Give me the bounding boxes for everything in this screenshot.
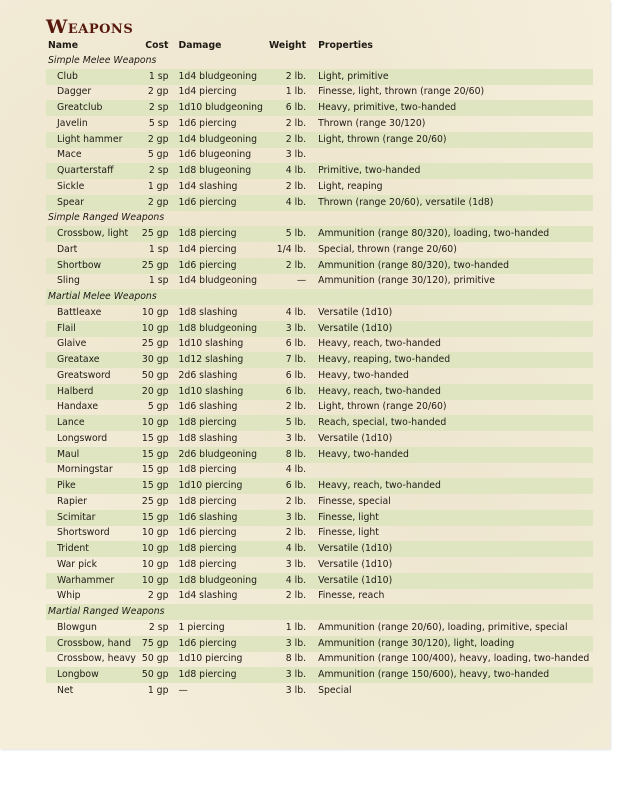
weapon-name: Longsword [57, 432, 108, 444]
weapon-properties: Versatile (1d10) [316, 321, 593, 337]
weapon-damage: 1d8 piercing [178, 464, 237, 476]
weapon-weight: 3 lb. [267, 667, 316, 683]
weapon-damage: — [178, 684, 188, 696]
weapon-damage: 1d8 piercing [177, 415, 267, 431]
weapon-cost: 1 gp [147, 180, 169, 192]
weapon-cost: 20 gp [140, 384, 177, 400]
weapon-weight: 8 lb. [267, 447, 316, 463]
weapon-properties: Special [318, 684, 352, 696]
table-row [46, 526, 593, 542]
weapon-damage: 1d8 piercing [177, 667, 267, 683]
table-row [46, 510, 593, 526]
weapon-name: Longbow [46, 667, 140, 683]
weapon-weight: 4 lb. [267, 195, 316, 211]
weapon-properties: Versatile (1d10) [318, 558, 393, 570]
weapon-damage: 1d8 slashing [178, 306, 238, 318]
weapon-name: Crossbow, heavy [57, 653, 136, 665]
weapon-damage: 1d6 piercing [177, 636, 267, 652]
weapons-table [46, 37, 593, 699]
weapon-cost: 15 gp [140, 447, 177, 463]
weapon-name: Glaive [57, 338, 87, 350]
weapon-damage: 1d6 piercing [178, 117, 237, 129]
table-row [46, 132, 593, 148]
weapon-properties: Ammunition (range 30/120), primitive [318, 275, 495, 287]
weapon-cost: 25 gp [141, 338, 169, 350]
weapon-damage: 1d6 blugeoning [178, 149, 252, 161]
weapon-properties: Ammunition (range 80/320), loading, two-handed [316, 226, 593, 242]
category-row [46, 604, 593, 620]
weapon-properties: Finesse, light [316, 510, 593, 526]
weapon-properties: Heavy, reach, two-handed [316, 478, 593, 494]
weapon-weight: 6 lb. [267, 100, 316, 116]
weapon-cost: 50 gp [141, 369, 169, 381]
table-row [46, 85, 593, 101]
table-row [46, 478, 593, 494]
weapon-damage: 1d4 bludgeoning [177, 69, 267, 85]
weapon-cost: 2 sp [140, 163, 177, 179]
weapon-weight: 2 lb. [285, 527, 307, 539]
weapon-name: Rapier [57, 495, 87, 507]
weapon-damage: 1d8 piercing [178, 558, 237, 570]
weapon-damage: 1 piercing [178, 621, 225, 633]
weapon-name: Spear [46, 195, 140, 211]
weapon-cost: 25 gp [140, 258, 177, 274]
weapon-name: Flail [46, 321, 140, 337]
weapon-cost: 10 gp [140, 541, 177, 557]
weapon-weight: 3 lb. [267, 636, 316, 652]
weapon-weight: 3 lb. [267, 510, 316, 526]
weapon-name: Greataxe [46, 352, 140, 368]
table-row [46, 494, 593, 510]
weapon-weight: 3 lb. [285, 558, 307, 570]
table-row [46, 163, 593, 179]
weapon-damage: 1d8 bludgeoning [177, 573, 267, 589]
weapon-damage: 2d6 slashing [178, 369, 238, 381]
weapon-name: Greatsword [57, 369, 111, 381]
weapon-cost: 15 gp [141, 432, 169, 444]
weapon-properties: Primitive, two-handed [316, 163, 593, 179]
category-label: Simple Ranged Weapons [48, 212, 165, 224]
weapon-properties: Ammunition (range 20/60), loading, primitive, special [318, 621, 568, 633]
table-row [46, 557, 593, 573]
weapon-properties: Light, primitive [316, 69, 593, 85]
weapon-name: Shortbow [46, 258, 140, 274]
weapon-properties: Finesse, special [318, 495, 391, 507]
weapon-properties [316, 463, 593, 479]
weapon-weight: 4 lb. [267, 573, 316, 589]
weapon-cost: 2 sp [140, 100, 177, 116]
table-row [46, 100, 593, 116]
weapon-name: Javelin [57, 117, 88, 129]
weapon-cost: 25 gp [141, 495, 169, 507]
weapon-weight: 2 lb. [285, 180, 307, 192]
weapon-cost: 2 sp [148, 621, 169, 633]
weapon-weight: 5 lb. [267, 415, 316, 431]
weapon-weight: 4 lb. [285, 464, 307, 476]
table-header-row [46, 37, 593, 53]
weapon-properties: Ammunition (range 80/320), two-handed [316, 258, 593, 274]
table-row [46, 384, 593, 400]
table-row [46, 463, 593, 479]
weapon-damage: 1d6 slashing [177, 510, 267, 526]
table-row [46, 652, 593, 668]
weapon-weight: 4 lb. [285, 306, 307, 318]
weapon-damage: 1d8 piercing [178, 495, 237, 507]
weapon-name: Dart [57, 243, 78, 255]
weapon-cost: 1 gp [147, 684, 169, 696]
weapon-weight: 6 lb. [285, 369, 307, 381]
weapon-cost: 30 gp [140, 352, 177, 368]
weapon-name: Handaxe [57, 401, 99, 413]
weapon-name: War pick [57, 558, 98, 570]
table-row [46, 274, 593, 290]
table-row [46, 431, 593, 447]
weapon-damage: 1d6 piercing [178, 527, 237, 539]
weapon-weight: 2 lb. [285, 401, 307, 413]
table-row [46, 573, 593, 589]
weapon-properties: Finesse, light [318, 527, 379, 539]
weapon-weight: 1 lb. [285, 86, 307, 98]
weapon-damage: 1d8 bludgeoning [177, 321, 267, 337]
table-row [46, 620, 593, 636]
weapon-damage: 1d6 piercing [177, 258, 267, 274]
weapon-weight: 2 lb. [267, 69, 316, 85]
column-header-properties: Properties [318, 39, 373, 51]
table-row [46, 589, 593, 605]
weapon-weight: 6 lb. [267, 478, 316, 494]
weapon-name: Lance [46, 415, 140, 431]
weapon-name: Trident [46, 541, 140, 557]
weapon-properties: Thrown (range 30/120) [318, 117, 426, 129]
weapon-properties: Heavy, two-handed [316, 447, 593, 463]
table-row [46, 258, 593, 274]
weapon-cost: 5 sp [148, 117, 169, 129]
weapon-properties: Versatile (1d10) [316, 573, 593, 589]
weapon-weight: 3 lb. [285, 149, 307, 161]
table-row [46, 321, 593, 337]
weapon-damage: 1d6 piercing [177, 195, 267, 211]
table-row [46, 447, 593, 463]
weapon-cost: 2 gp [140, 132, 177, 148]
weapon-cost: 15 gp [141, 464, 169, 476]
weapon-properties: Heavy, two-handed [318, 369, 409, 381]
weapon-properties: Versatile (1d10) [316, 541, 593, 557]
weapon-properties: Ammunition (range 30/120), light, loading [316, 636, 593, 652]
weapon-properties: Heavy, reach, two-handed [318, 338, 441, 350]
weapon-name: Sling [57, 275, 80, 287]
weapon-cost: 10 gp [141, 306, 169, 318]
weapon-properties: Finesse, light, thrown (range 20/60) [318, 86, 485, 98]
weapon-properties [316, 148, 593, 164]
weapon-weight: 8 lb. [285, 653, 307, 665]
weapon-weight: 2 lb. [267, 258, 316, 274]
weapon-weight: 2 lb. [285, 495, 307, 507]
weapon-properties: Light, reaping [318, 180, 383, 192]
weapon-weight: 4 lb. [267, 541, 316, 557]
weapon-damage: 1d10 piercing [178, 653, 243, 665]
weapon-weight: 6 lb. [285, 338, 307, 350]
table-row [46, 195, 593, 211]
column-header-weight: Weight [268, 39, 307, 51]
weapon-weight: 4 lb. [267, 163, 316, 179]
weapon-name: Mace [57, 149, 82, 161]
weapon-weight: 3 lb. [267, 321, 316, 337]
weapon-name: Morningstar [57, 464, 113, 476]
column-header-damage: Damage [178, 39, 222, 51]
column-header-cost: Cost [145, 39, 169, 51]
weapon-damage: 1d4 piercing [178, 243, 237, 255]
weapon-cost: 5 gp [147, 401, 169, 413]
weapon-cost: 2 gp [147, 86, 169, 98]
weapon-properties: Reach, special, two-handed [316, 415, 593, 431]
weapon-weight: 6 lb. [267, 384, 316, 400]
category-row [46, 211, 593, 227]
weapon-properties: Special, thrown (range 20/60) [318, 243, 457, 255]
table-row [46, 337, 593, 353]
weapon-cost: 10 gp [140, 321, 177, 337]
weapon-name: Crossbow, light [46, 226, 140, 242]
table-row [46, 148, 593, 164]
weapon-name: Whip [57, 590, 81, 602]
weapon-name: Net [57, 684, 74, 696]
weapon-damage: 1d10 piercing [177, 478, 267, 494]
weapon-damage: 1d10 slashing [177, 384, 267, 400]
page-title: Weapons [46, 16, 134, 38]
table-row [46, 305, 593, 321]
weapon-weight: 7 lb. [267, 352, 316, 368]
weapon-name: Scimitar [46, 510, 140, 526]
table-row [46, 226, 593, 242]
weapon-name: Shortsword [57, 527, 110, 539]
weapon-cost: 1 sp [140, 69, 177, 85]
weapon-cost: 15 gp [140, 510, 177, 526]
weapon-cost: 1 sp [148, 275, 169, 287]
table-row [46, 415, 593, 431]
table-row [46, 179, 593, 195]
weapon-weight: 2 lb. [285, 590, 307, 602]
weapon-weight: 5 lb. [267, 226, 316, 242]
weapon-name: Maul [46, 447, 140, 463]
weapon-properties: Heavy, reach, two-handed [316, 384, 593, 400]
weapon-cost: 2 gp [140, 195, 177, 211]
weapon-properties: Thrown (range 20/60), versatile (1d8) [316, 195, 593, 211]
table-row [46, 400, 593, 416]
table-row [46, 242, 593, 258]
weapon-damage: 1d12 slashing [177, 352, 267, 368]
weapon-cost: 1 sp [148, 243, 169, 255]
weapon-name: Sickle [57, 180, 85, 192]
weapon-cost: 10 gp [141, 558, 169, 570]
weapon-properties: Versatile (1d10) [318, 306, 393, 318]
weapon-damage: 1d4 piercing [178, 86, 237, 98]
weapon-name: Quarterstaff [46, 163, 140, 179]
table-row [46, 636, 593, 652]
weapon-cost: 25 gp [140, 226, 177, 242]
weapon-properties: Finesse, reach [318, 590, 385, 602]
table-row [46, 683, 593, 699]
weapon-properties: Ammunition (range 100/400), heavy, loading, two-handed [318, 653, 590, 665]
weapon-name: Dagger [57, 86, 92, 98]
table-row [46, 69, 593, 85]
category-label: Martial Melee Weapons [46, 289, 593, 305]
weapon-name: Crossbow, hand [46, 636, 140, 652]
weapon-properties: Versatile (1d10) [318, 432, 393, 444]
category-row [46, 289, 593, 305]
weapon-damage: 1d4 slashing [178, 180, 238, 192]
weapon-properties: Heavy, primitive, two-handed [316, 100, 593, 116]
weapon-properties: Heavy, reaping, two-handed [316, 352, 593, 368]
weapon-cost: 10 gp [141, 527, 169, 539]
weapon-weight: 2 lb. [285, 117, 307, 129]
weapon-cost: 15 gp [140, 478, 177, 494]
weapon-weight: — [296, 275, 307, 287]
weapon-name: Battleaxe [57, 306, 102, 318]
category-label: Simple Melee Weapons [48, 54, 157, 66]
weapon-properties: Light, thrown (range 20/60) [316, 132, 593, 148]
weapon-cost: 75 gp [140, 636, 177, 652]
weapon-cost: 50 gp [141, 653, 169, 665]
weapon-cost: 2 gp [147, 590, 169, 602]
weapons-table-body [46, 53, 593, 699]
weapon-name: Halberd [46, 384, 140, 400]
weapon-weight: 3 lb. [285, 432, 307, 444]
weapon-weight: 1/4 lb. [276, 243, 307, 255]
weapon-weight: 1 lb. [285, 621, 307, 633]
weapon-damage: 1d10 bludgeoning [177, 100, 267, 116]
weapon-cost: 10 gp [140, 415, 177, 431]
weapon-name: Light hammer [46, 132, 140, 148]
weapon-cost: 5 gp [147, 149, 169, 161]
weapon-damage: 1d8 piercing [177, 541, 267, 557]
weapon-cost: 10 gp [140, 573, 177, 589]
table-row [46, 541, 593, 557]
column-header-name: Name [48, 39, 79, 51]
weapon-damage: 1d8 piercing [177, 226, 267, 242]
weapon-damage: 2d6 bludgeoning [177, 447, 267, 463]
weapon-properties: Light, thrown (range 20/60) [318, 401, 447, 413]
weapon-damage: 1d8 blugeoning [177, 163, 267, 179]
weapon-properties: Ammunition (range 150/600), heavy, two-handed [316, 667, 593, 683]
category-row [46, 53, 593, 69]
weapon-damage: 1d4 bludgeoning [178, 275, 258, 287]
table-row [46, 368, 593, 384]
table-row [46, 352, 593, 368]
weapon-damage: 1d4 bludgeoning [177, 132, 267, 148]
weapon-damage: 1d10 slashing [178, 338, 244, 350]
weapon-weight: 2 lb. [267, 132, 316, 148]
table-row [46, 667, 593, 683]
weapon-name: Warhammer [46, 573, 140, 589]
weapon-damage: 1d8 slashing [178, 432, 238, 444]
weapon-name: Club [46, 69, 140, 85]
category-label: Martial Ranged Weapons [46, 604, 593, 620]
weapon-name: Blowgun [57, 621, 97, 633]
weapon-damage: 1d4 slashing [178, 590, 238, 602]
table-row [46, 116, 593, 132]
weapon-name: Pike [46, 478, 140, 494]
weapon-cost: 50 gp [140, 667, 177, 683]
weapon-damage: 1d6 slashing [178, 401, 238, 413]
weapon-name: Greatclub [46, 100, 140, 116]
weapon-weight: 3 lb. [285, 684, 307, 696]
